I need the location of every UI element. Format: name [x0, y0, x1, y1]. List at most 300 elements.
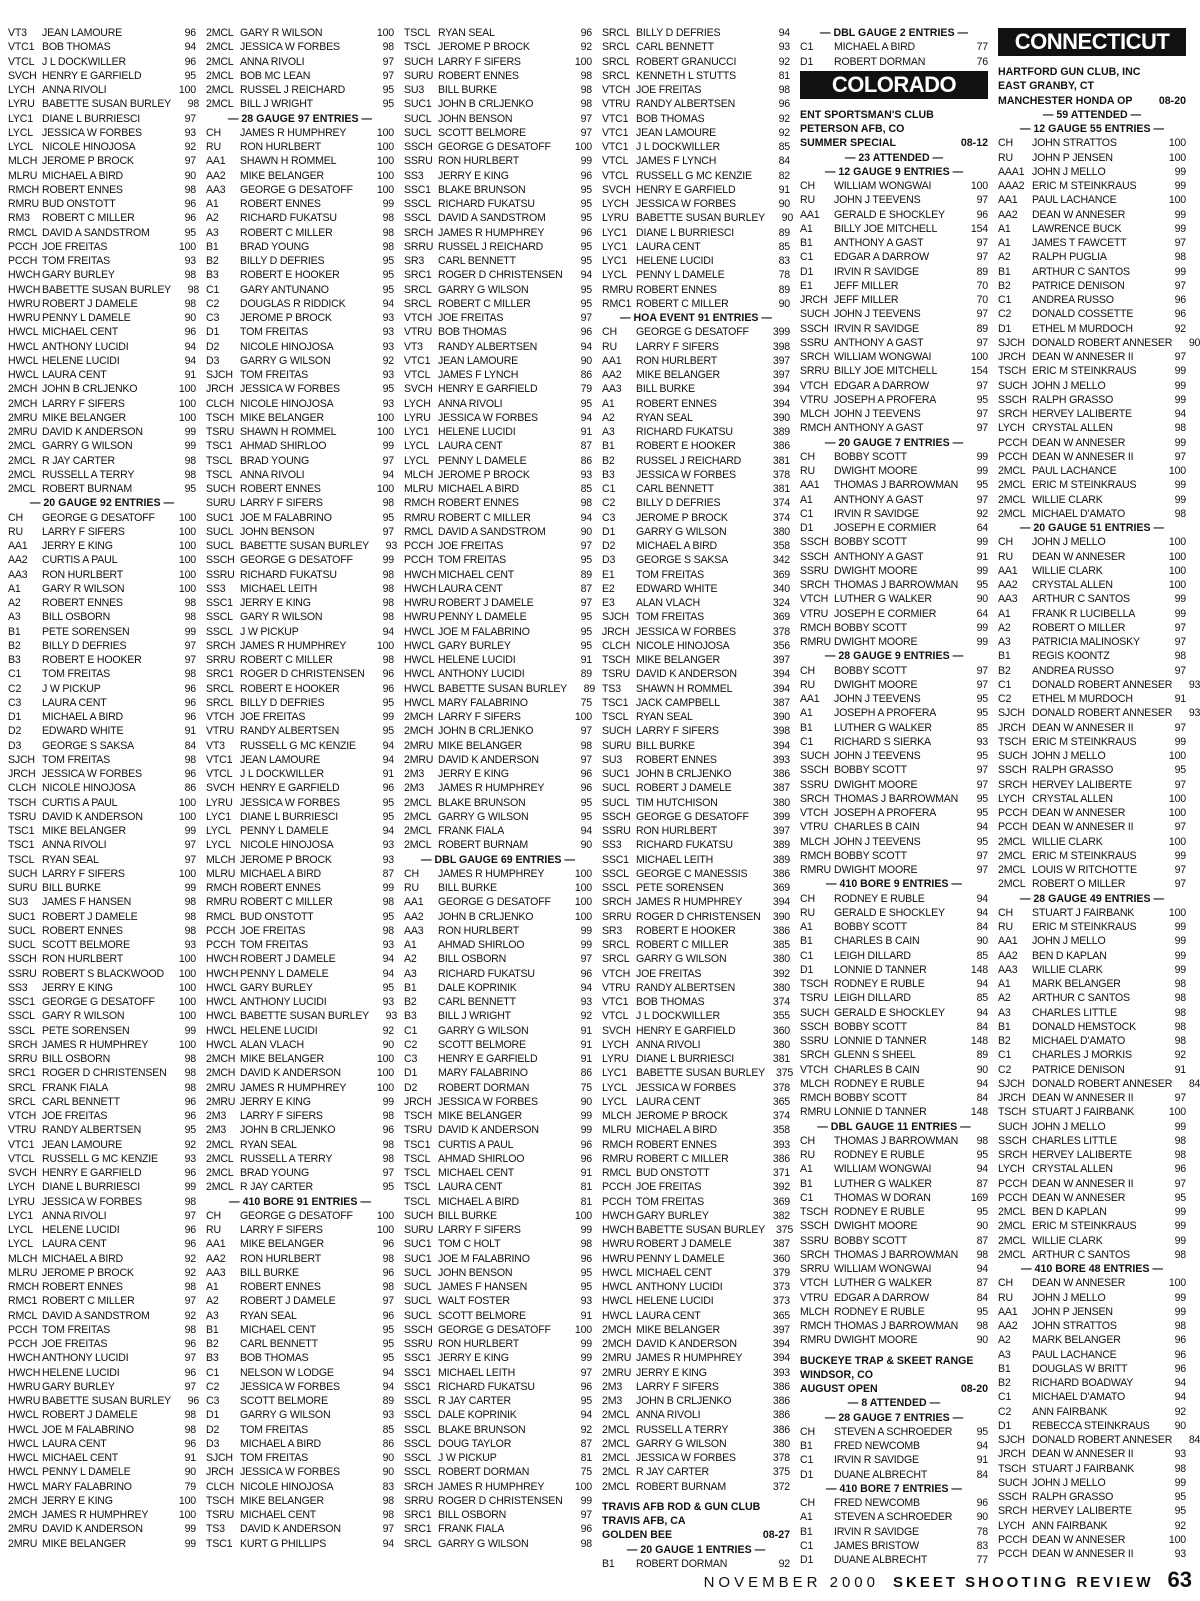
shooter-name: BILLY JOE MITCHELL	[834, 365, 938, 378]
score: 91	[184, 1452, 196, 1464]
shooter-name: ETHEL M MURDOCH	[1032, 693, 1133, 705]
result-row	[800, 379, 988, 393]
score: 99	[1174, 479, 1186, 492]
result-row	[8, 254, 196, 268]
shooter-name: RUSSEL J REICHARD	[240, 84, 346, 96]
class-code: SUCL	[404, 1281, 432, 1293]
result-row	[602, 696, 790, 710]
score: 94	[1174, 408, 1186, 420]
result-row	[8, 796, 196, 810]
score: 90	[976, 1220, 988, 1233]
score: 340	[772, 582, 790, 595]
score: 98	[1174, 1134, 1186, 1147]
shooter-name: BILL J WRIGHT	[240, 98, 313, 111]
class-code: CH	[998, 137, 1013, 150]
result-row	[800, 179, 988, 193]
class-code: VTCH	[206, 711, 235, 723]
result-row	[8, 482, 196, 496]
score: 95	[580, 283, 592, 296]
shooter-name: ROBERT DORMAN	[438, 1081, 530, 1094]
shooter-name: HENRY E GARFIELD	[438, 1053, 538, 1065]
shooter-name: LONNIE D TANNER	[834, 1035, 927, 1047]
result-row	[206, 283, 394, 297]
score: 96	[184, 1366, 196, 1379]
score: 99	[1174, 1206, 1186, 1218]
result-row	[998, 977, 1186, 991]
result-row	[800, 1048, 988, 1062]
class-code: SUCL	[206, 540, 234, 552]
result-row	[206, 881, 394, 895]
score: 99	[184, 882, 196, 894]
shooter-name: DIANE L BURRIESCI	[636, 226, 735, 239]
result-row	[998, 949, 1186, 963]
class-code: MLCH	[800, 1077, 830, 1090]
score: 91	[976, 550, 988, 563]
score: 394	[772, 383, 790, 396]
shooter-name: MIKE BELANGER	[438, 739, 522, 752]
result-row	[404, 596, 592, 610]
score: 96	[1174, 1362, 1186, 1375]
shooter-name: BOBBY SCOTT	[834, 536, 907, 549]
event-heading: — DBL GAUGE 11 ENTRIES —	[817, 1120, 971, 1133]
result-row	[602, 610, 790, 624]
shooter-name: DONALD ROBERT ANNESER	[1032, 336, 1173, 349]
class-code: HWRU	[404, 597, 437, 609]
result-row	[404, 1351, 592, 1365]
shooter-name: PETE SORENSEN	[636, 882, 724, 894]
result-row	[602, 1095, 790, 1109]
class-code: A1	[998, 978, 1011, 990]
shooter-name: JOHN J MELLO	[1032, 1476, 1106, 1489]
class-code: SSCL	[206, 611, 233, 624]
club-name	[602, 1500, 790, 1514]
class-code: HWCL	[602, 1281, 633, 1293]
class-code: C1	[8, 668, 22, 681]
shooter-name: ANTHONY A GAST	[834, 237, 924, 249]
result-row	[800, 322, 988, 336]
score: 392	[772, 1181, 790, 1194]
score: 100	[178, 582, 196, 595]
shooter-name: CHARLES J MORKIS	[1032, 1049, 1132, 1062]
result-row	[602, 1152, 790, 1166]
class-code: B1	[800, 1440, 813, 1452]
shooter-name: BOBBY SCOTT	[834, 1234, 907, 1247]
result-row	[8, 810, 196, 824]
class-code: SRC1	[8, 1067, 36, 1080]
shooter-name: MARK BELANGER	[1032, 1334, 1121, 1347]
class-code: HWCH	[602, 1224, 635, 1236]
class-code: 2MCL	[602, 1423, 630, 1436]
result-row	[800, 692, 988, 706]
result-row	[602, 1109, 790, 1123]
score: 94	[976, 892, 988, 905]
result-row	[602, 439, 790, 453]
shooter-name: JOSEPH A PROFERA	[834, 707, 937, 720]
shooter-name: JOE FREITAS	[636, 84, 702, 96]
result-row	[404, 1408, 592, 1422]
score: 95	[382, 269, 394, 282]
result-row	[602, 781, 790, 795]
result-row	[404, 126, 592, 140]
score: 397	[772, 354, 790, 367]
score: 96	[184, 682, 196, 695]
score: 96	[382, 682, 394, 695]
class-code: D2	[206, 1423, 220, 1436]
class-code: SVCH	[602, 183, 631, 196]
result-row	[602, 1038, 790, 1052]
class-code: 2MCH	[404, 725, 434, 738]
class-code: B1	[8, 625, 21, 638]
class-code: AA1	[998, 564, 1018, 577]
score: 94	[382, 753, 394, 766]
class-code: A3	[206, 226, 219, 239]
shooter-name: TOM FREITAS	[240, 939, 309, 951]
score: 100	[574, 711, 592, 723]
shooter-name: NICOLE HINOJOSA	[42, 782, 136, 795]
shooter-name: JOHN J TEEVENS	[834, 194, 921, 207]
class-code: VTRU	[800, 1291, 829, 1304]
result-row	[8, 411, 196, 425]
class-code: AA1	[800, 693, 820, 705]
class-code: CH	[404, 867, 419, 880]
result-row	[404, 69, 592, 83]
class-code: E1	[800, 279, 813, 292]
class-code: AA1	[206, 155, 226, 168]
result-row	[404, 169, 592, 183]
class-code: SSC1	[404, 1352, 431, 1365]
score: 91	[580, 1309, 592, 1322]
result-row	[404, 1465, 592, 1479]
shooter-name: DAVID K ANDERSON	[42, 810, 143, 823]
class-code: B1	[602, 1557, 615, 1570]
score: 374	[772, 511, 790, 524]
class-code: MLRU	[8, 169, 38, 182]
class-code: B1	[800, 1177, 813, 1190]
result-row	[206, 226, 394, 240]
result-row	[404, 297, 592, 311]
score: 96	[580, 1380, 592, 1393]
score: 90	[580, 525, 592, 538]
class-code: A3	[404, 967, 417, 980]
shooter-name: RON HURLBERT	[438, 155, 519, 168]
score: 95	[382, 696, 394, 709]
class-code: SVCH	[8, 69, 37, 82]
result-row	[998, 1291, 1186, 1305]
shooter-name: HERVEY LALIBERTE	[1032, 778, 1132, 791]
score: 369	[772, 611, 790, 624]
result-row	[404, 226, 592, 240]
shooter-name: DWIGHT MOORE	[834, 1334, 918, 1347]
class-code: B1	[800, 721, 813, 734]
result-row	[998, 493, 1186, 507]
result-row	[800, 265, 988, 279]
score: 394	[772, 739, 790, 752]
result-row	[206, 910, 394, 924]
result-row	[206, 482, 394, 496]
score: 95	[580, 796, 592, 809]
score: 87	[976, 1234, 988, 1247]
class-code: MLRU	[206, 867, 236, 880]
score: 95	[580, 297, 592, 310]
score: 100	[178, 525, 196, 538]
shooter-name: BOBBY SCOTT	[834, 1092, 907, 1104]
result-row	[800, 1333, 988, 1347]
shooter-name: ETHEL M MURDOCH	[1032, 322, 1133, 335]
class-code: RMCL	[206, 910, 236, 923]
shooter-name: JOE M FALABRINO	[240, 511, 332, 524]
shooter-name: RON HURLBERT	[42, 568, 123, 581]
score: 375	[775, 1224, 794, 1236]
shooter-name: RANDY ALBERTSEN	[636, 981, 736, 994]
class-code: C1	[800, 1539, 814, 1552]
score: 100	[376, 1053, 394, 1065]
result-row	[8, 1180, 196, 1194]
score: 386	[772, 1380, 790, 1393]
class-code: A2	[602, 411, 615, 424]
class-code: HWCH	[602, 1209, 635, 1222]
class-code: SS3	[206, 582, 226, 595]
score: 97	[1174, 778, 1186, 791]
result-row	[404, 354, 592, 368]
score: 97	[976, 379, 988, 392]
shooter-name: JERRY E KING	[42, 540, 113, 552]
score: 100	[1168, 564, 1186, 577]
class-code: SUC1	[404, 1252, 432, 1265]
score: 365	[772, 1095, 790, 1108]
score: 97	[184, 112, 196, 125]
shooter-name: DOUGLAS R RIDDICK	[240, 297, 346, 310]
result-row	[602, 796, 790, 810]
result-row	[404, 154, 592, 168]
result-row	[8, 582, 196, 596]
result-row	[206, 1437, 394, 1451]
result-row	[998, 1533, 1186, 1547]
result-row	[206, 511, 394, 525]
result-row	[206, 454, 394, 468]
result-row	[8, 568, 196, 582]
result-row	[998, 1205, 1186, 1219]
result-row	[602, 639, 790, 653]
class-code: SS3	[404, 169, 424, 182]
score: 99	[382, 882, 394, 894]
shooter-name: DAVID K ANDERSON	[438, 1124, 539, 1137]
result-row	[8, 1380, 196, 1394]
class-code: D3	[206, 354, 220, 367]
shooter-name: JOHN J MELLO	[1032, 536, 1106, 549]
shooter-name: GEORGE G DESATOFF	[636, 326, 749, 339]
class-code: TSC1	[404, 1138, 431, 1151]
score: 100	[970, 351, 988, 363]
class-code: SUCL	[404, 126, 432, 139]
shooter-name: BOB THOMAS	[438, 326, 507, 339]
class-code: SRRU	[404, 240, 434, 253]
class-code: D1	[800, 265, 814, 278]
event-heading: — 8 ATTENDED —	[847, 1397, 941, 1410]
result-row	[404, 140, 592, 154]
shooter-name: PAUL LACHANCE	[1032, 1348, 1117, 1361]
shooter-name: ARTHUR C SANTOS	[1032, 593, 1130, 606]
score: 93	[1188, 707, 1200, 720]
score: 96	[580, 326, 592, 339]
result-row	[602, 411, 790, 425]
score: 100	[1168, 194, 1186, 207]
shooter-name: MIKE BELANGER	[42, 411, 126, 424]
score: 97	[1174, 864, 1186, 876]
shooter-name: BABETTE SUSAN BURLEY	[636, 1067, 766, 1080]
score: 99	[382, 711, 394, 723]
class-code: 2MCL	[8, 454, 36, 467]
class-code: TSC1	[8, 825, 35, 837]
class-code: PCCH	[998, 436, 1028, 449]
class-code: SSCH	[800, 764, 829, 777]
class-code: A1	[404, 939, 417, 951]
result-row	[206, 1423, 394, 1437]
class-code: C1	[404, 1024, 418, 1037]
result-row	[602, 1309, 790, 1323]
shooter-name: DEAN W ANNESER	[1032, 807, 1126, 819]
score: 100	[376, 1067, 394, 1080]
shooter-name: RYAN SEAL	[240, 1138, 297, 1151]
score: 100	[178, 383, 196, 396]
class-code: RMRU	[800, 1106, 831, 1119]
score: 95	[976, 1305, 988, 1318]
score: 98	[778, 84, 790, 96]
class-code: SRCL	[602, 27, 630, 39]
result-row	[8, 55, 196, 69]
class-code: SRCH	[800, 351, 830, 363]
score: 98	[382, 1110, 394, 1122]
result-row	[602, 853, 790, 867]
score: 85	[382, 1423, 394, 1436]
score: 398	[772, 340, 790, 353]
shooter-name: MIKE BELANGER	[636, 1323, 720, 1336]
result-row	[998, 564, 1186, 578]
shooter-name: BILLY D DEFRIES	[240, 696, 325, 709]
result-row	[800, 1248, 988, 1262]
shooter-name: IRVIN R SAVIDGE	[834, 322, 919, 335]
result-row	[8, 211, 196, 225]
result-row	[998, 778, 1186, 792]
score: 394	[772, 896, 790, 909]
class-code: LYCL	[602, 1081, 627, 1094]
shooter-name: BLAKE BRUNSON	[438, 796, 526, 809]
score: 95	[382, 511, 394, 524]
score: 98	[382, 1509, 394, 1521]
magazine-title: SKEET SHOOTING REVIEW	[892, 1574, 1154, 1591]
shooter-name: JOHN J TEEVENS	[834, 308, 921, 321]
score: 380	[772, 1038, 790, 1051]
class-code: LYCL	[8, 126, 33, 139]
result-row	[602, 1408, 790, 1422]
shooter-name: JOE FREITAS	[42, 1110, 108, 1122]
class-code: SSCL	[404, 1437, 431, 1450]
class-code: C1	[998, 1391, 1012, 1404]
score: 372	[772, 1480, 790, 1493]
class-code: AA2	[206, 1252, 226, 1265]
class-code: SRC1	[206, 668, 234, 681]
score: 97	[382, 1523, 394, 1536]
result-row	[404, 1437, 592, 1451]
result-row	[8, 1195, 196, 1209]
result-row	[998, 706, 1200, 720]
score: 93	[580, 1295, 592, 1308]
class-code: SSC1	[404, 1366, 431, 1379]
class-code: SSCL	[404, 1409, 431, 1422]
result-row	[404, 1480, 592, 1494]
class-code: A1	[800, 921, 813, 933]
result-row	[602, 382, 790, 396]
class-code: HWCL	[8, 1466, 39, 1479]
page-number: 63	[1167, 1567, 1192, 1592]
shooter-name: JAMES R HUMPHREY	[438, 226, 545, 239]
shooter-name: JESSICA W FORBES	[42, 126, 142, 139]
score: 99	[1174, 593, 1186, 606]
result-row	[998, 906, 1186, 920]
score: 379	[772, 1266, 790, 1279]
score: 100	[574, 1209, 592, 1222]
result-row	[602, 511, 790, 525]
shooter-name: HENRY E GARFIELD	[636, 1024, 736, 1037]
class-code: RU	[404, 882, 419, 894]
class-code: 2MCL	[998, 864, 1026, 876]
result-row	[602, 924, 790, 938]
score: 100	[1168, 1533, 1186, 1546]
results-column	[6, 26, 204, 1556]
class-code: D1	[206, 326, 220, 339]
shooter-name: GARRY G WILSON	[438, 1024, 529, 1037]
shooter-name: RON HURLBERT	[240, 1252, 321, 1265]
score: 96	[184, 1238, 196, 1251]
shooter-name: JOHN P JENSEN	[1032, 151, 1113, 164]
shooter-name: BRAD YOUNG	[240, 1167, 310, 1179]
score: 381	[772, 483, 790, 495]
result-row	[404, 924, 592, 938]
result-row	[8, 268, 196, 282]
class-code: SRCL	[404, 1537, 432, 1550]
result-row	[602, 1380, 790, 1394]
shooter-name: JEFF MILLER	[834, 279, 899, 292]
score: 95	[382, 1352, 394, 1365]
score: 95	[976, 835, 988, 848]
result-row	[8, 1109, 196, 1123]
shooter-name: BABETTE SUSAN BURLEY	[636, 1224, 766, 1236]
result-row	[404, 283, 592, 297]
event-heading: — 28 GAUGE 9 ENTRIES —	[824, 650, 964, 663]
score: 98	[187, 283, 200, 296]
result-row	[998, 1034, 1186, 1048]
result-row	[8, 1009, 196, 1023]
class-code: SU3	[404, 84, 425, 96]
result-row	[800, 336, 988, 350]
result-row	[8, 895, 196, 909]
shooter-name: LAURA CENT	[42, 1238, 107, 1251]
result-row	[602, 1009, 790, 1023]
score: 94	[1174, 1377, 1186, 1389]
result-row	[800, 721, 988, 735]
class-code: SURU	[8, 882, 38, 894]
score: 96	[382, 1124, 394, 1137]
result-row	[206, 97, 394, 111]
score: 394	[772, 668, 790, 681]
shooter-name: IRVIN R SAVIDGE	[834, 1454, 919, 1467]
score: 97	[382, 1167, 394, 1179]
result-row	[8, 682, 196, 696]
shooter-name: TOM FREITAS	[42, 255, 111, 267]
result-row	[404, 967, 592, 981]
class-code: SUCH	[206, 483, 236, 495]
class-code: A2	[998, 1334, 1011, 1347]
result-row	[8, 439, 196, 453]
